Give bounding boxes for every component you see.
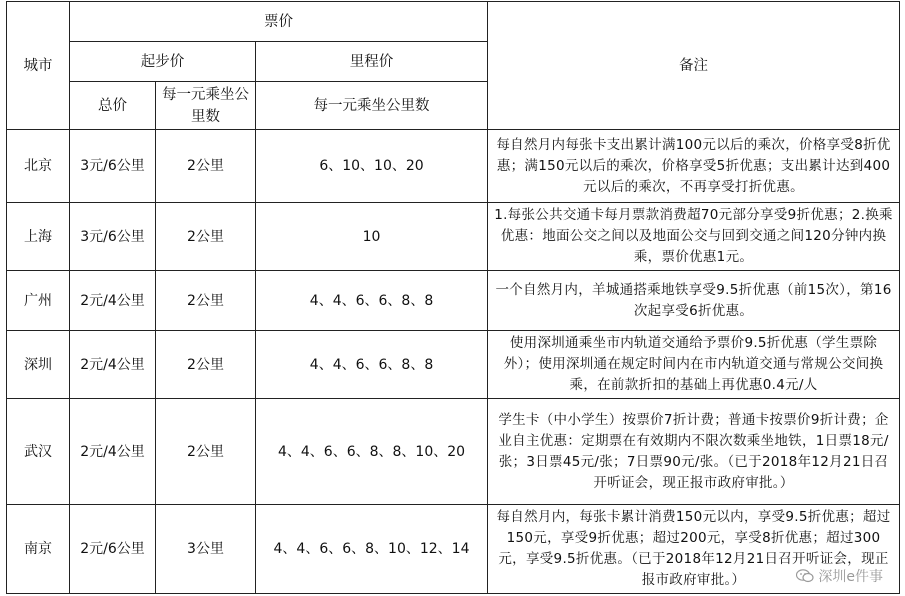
total-price-cell: 2元/4公里 xyxy=(70,399,156,505)
city-cell: 上海 xyxy=(7,203,70,271)
header-city: 城市 xyxy=(7,2,70,130)
header-remark: 备注 xyxy=(488,2,900,130)
km-per-yuan-cell: 2公里 xyxy=(156,399,256,505)
table-row xyxy=(7,271,900,331)
km-per-yuan-cell: 2公里 xyxy=(156,203,256,271)
city-cell: 北京 xyxy=(7,130,70,203)
mileage-cell: 4、4、6、6、8、8、10、20 xyxy=(256,399,488,505)
km-per-yuan-cell: 2公里 xyxy=(156,130,256,203)
mileage-cell: 10 xyxy=(256,203,488,271)
city-cell: 深圳 xyxy=(7,331,70,399)
mileage-cell: 4、4、6、6、8、8 xyxy=(256,331,488,399)
total-price-cell: 3元/6公里 xyxy=(70,130,156,203)
watermark xyxy=(796,566,883,586)
header-mileage-fare: 里程价 xyxy=(256,42,488,82)
fare-comparison-table xyxy=(6,1,900,594)
city-cell: 广州 xyxy=(7,271,70,331)
city-cell: 武汉 xyxy=(7,399,70,505)
total-price-cell: 3元/6公里 xyxy=(70,203,156,271)
mileage-cell: 4、4、6、6、8、8 xyxy=(256,271,488,331)
header-km-per-yuan-mileage: 每一元乘坐公里数 xyxy=(256,82,488,130)
watermark-text: 深圳e件事 xyxy=(818,569,883,585)
remark-cell: 每自然月内，每张卡累计消费150元以内，享受9.5折优惠；超过150元，享受9折优惠；超过200元，享受8折优惠；超过300元，享受9.5折优惠。（已于2018年12月21日召开听证会，现正报市政府审批。） xyxy=(488,505,900,594)
header-start-fare: 起步价 xyxy=(70,42,256,82)
km-per-yuan-cell: 2公里 xyxy=(156,331,256,399)
total-price-cell: 2元/4公里 xyxy=(70,331,156,399)
remark-cell: 每自然月内每张卡支出累计满100元以后的乘次，价格享受8折优惠；满150元以后的乘次，价格享受5折优惠；支出累计达到400元以后的乘次，不再享受打折优惠。 xyxy=(488,130,900,203)
header-km-per-yuan-start: 每一元乘坐公里数 xyxy=(156,82,256,130)
wechat-icon xyxy=(796,569,814,583)
table-row xyxy=(7,203,900,271)
total-price-cell: 2元/4公里 xyxy=(70,271,156,331)
km-per-yuan-cell: 2公里 xyxy=(156,271,256,331)
header-total-price: 总价 xyxy=(70,82,156,130)
mileage-cell: 4、4、6、6、8、10、12、14 xyxy=(256,505,488,594)
city-cell: 南京 xyxy=(7,505,70,594)
remark-cell: 1.每张公共交通卡每月票款消费超70元部分享受9折优惠；2.换乘优惠：地面公交之间以及地面公交与回到交通之间120分钟内换乘，票价优惠1元。 xyxy=(488,203,900,271)
header-fare: 票价 xyxy=(70,2,488,42)
table-row xyxy=(7,130,900,203)
mileage-cell: 6、10、10、20 xyxy=(256,130,488,203)
total-price-cell: 2元/6公里 xyxy=(70,505,156,594)
table-row xyxy=(7,399,900,505)
table-row xyxy=(7,505,900,594)
remark-cell: 一个自然月内，羊城通搭乘地铁享受9.5折优惠（前15次），第16次起享受6折优惠。 xyxy=(488,271,900,331)
km-per-yuan-cell: 3公里 xyxy=(156,505,256,594)
remark-cell: 使用深圳通乘坐市内轨道交通给予票价9.5折优惠（学生票除外）；使用深圳通在规定时间内在市内轨道交通与常规公交间换乘，在前款折扣的基础上再优惠0.4元/人 xyxy=(488,331,900,399)
remark-cell: 学生卡（中小学生）按票价7折计费；普通卡按票价9折计费；企业自主优惠：定期票在有效期内不限次数乘坐地铁，1日票18元/张；3日票45元/张；7日票90元/张。（已于2018年12月21日召开听证会，现正报市政府审批。） xyxy=(488,399,900,505)
table-row xyxy=(7,331,900,399)
